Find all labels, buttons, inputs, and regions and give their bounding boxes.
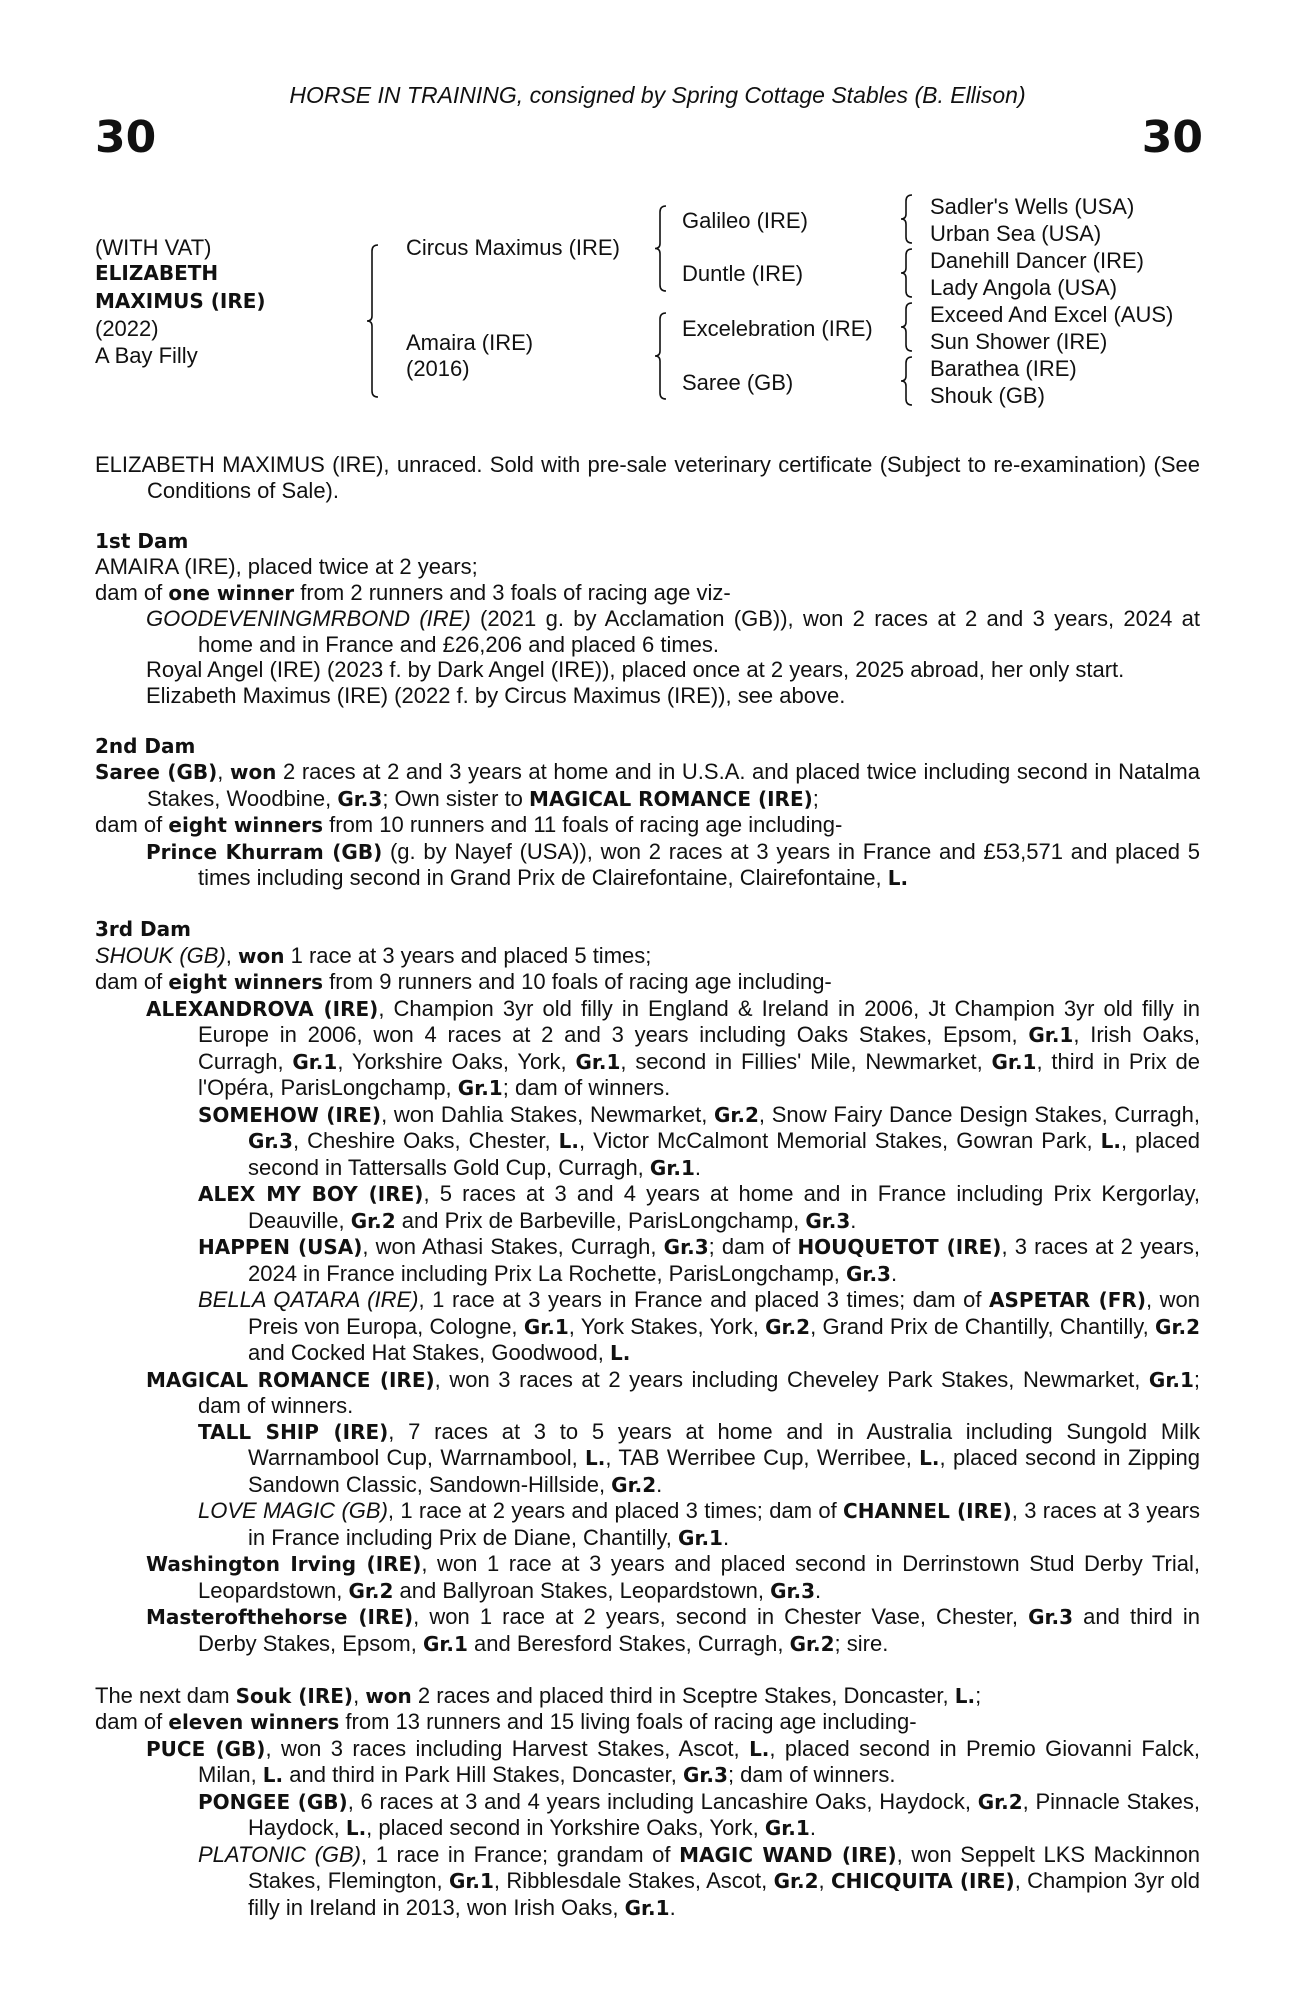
- bold-text: Gr.2: [765, 1314, 811, 1339]
- bold-text: Gr.1: [649, 1155, 695, 1180]
- grandparent: Saree (GB): [682, 370, 794, 395]
- text: , 6 races at 3 and 4 years including Lancashire Oaks, Haydock,: [347, 1788, 978, 1814]
- text: , Victor McCalmont Memorial Stakes, Gowran Park,: [579, 1128, 1101, 1153]
- great-grandparent: Lady Angola (USA): [930, 275, 1118, 300]
- bold-text: TALL SHIP (IRE): [198, 1419, 389, 1444]
- pedigree-notes: [95, 452, 1200, 1947]
- text: , won Seppelt LKS Mackinnon Stakes, Flemington,: [248, 1841, 1201, 1893]
- pedigree-entry: [95, 683, 1200, 709]
- bold-text: MAGICAL ROMANCE (IRE): [146, 1367, 435, 1392]
- text: dam of: [95, 579, 169, 605]
- italic-text: BELLA QATARA (IRE): [198, 1287, 419, 1312]
- bold-text: Gr.2: [1155, 1314, 1200, 1339]
- text: and Ballyroan Stakes, Leopardstown,: [393, 1577, 771, 1603]
- bold-text: Gr.1: [624, 1895, 670, 1920]
- text: , won 1 race at 2 years, second in Chester Vase, Chester,: [413, 1604, 1029, 1629]
- brace-icon: [654, 312, 668, 400]
- bold-text: HAPPEN (USA): [198, 1235, 363, 1259]
- pedigree-entry: [95, 1604, 1200, 1657]
- bold-text: Gr.2: [350, 1208, 396, 1233]
- bold-text: Gr.2: [773, 1869, 819, 1893]
- great-grandparent: Sun Shower (IRE): [930, 329, 1108, 354]
- dam-year: (2016): [406, 356, 470, 381]
- text: dam of: [95, 812, 169, 837]
- text: , 3 races at 3 years in France including Prix de Diane, Chantilly,: [248, 1498, 1200, 1550]
- text: ; dam of winners.: [727, 1762, 896, 1787]
- text: , won 3 races including Harvest Stakes, Ascot,: [265, 1735, 750, 1761]
- bold-text: L.: [262, 1763, 284, 1787]
- text: .: [656, 1471, 663, 1497]
- text: , Champion 3yr old filly in Ireland in 2013, won Irish Oaks,: [248, 1868, 1200, 1920]
- text: and Beresford Stakes, Curragh,: [467, 1630, 790, 1656]
- pedigree-entry: [95, 759, 1200, 812]
- text: , won 3 races at 2 years including Cheveley Park Stakes, Newmarket,: [434, 1366, 1149, 1392]
- text: from 9 runners and 10 foals of racing age including-: [323, 969, 832, 994]
- bold-text: Gr.3: [337, 786, 383, 811]
- text: , Champion 3yr old filly in England & Ireland in 2006, Jt Champion 3yr old filly in Europe in 2006, won 4 races at 2 and 3 years including Oaks Stakes, Epsom,: [198, 995, 1200, 1047]
- bold-text: L.: [919, 1446, 940, 1470]
- bold-text: CHICQUITA (IRE): [830, 1869, 1015, 1893]
- text: .: [722, 1524, 730, 1550]
- bold-text: Gr.1: [764, 1816, 810, 1840]
- bold-text: Gr.2: [348, 1578, 394, 1603]
- brace-icon: [900, 302, 914, 352]
- bold-text: Gr.3: [846, 1261, 891, 1286]
- section-heading: 1st Dam: [95, 528, 189, 553]
- text: .: [850, 1207, 857, 1233]
- great-grandparent: Shouk (GB): [930, 383, 1045, 408]
- text: 2 races at 2 and 3 years at home and in U.S.A. and placed twice including second in Natalma Stakes, Woodbine,: [147, 759, 1200, 811]
- pedigree-section: [95, 452, 1200, 503]
- grandparent: Galileo (IRE): [682, 208, 808, 233]
- brace-icon: [900, 356, 914, 406]
- text: ; dam of winners.: [198, 1366, 1200, 1418]
- bold-text: Gr.3: [805, 1208, 851, 1233]
- foaling-year: (2022): [95, 316, 159, 341]
- brace-icon: [900, 194, 914, 244]
- bold-text: Gr.1: [1028, 1023, 1074, 1047]
- text: ,: [818, 1868, 831, 1893]
- text: 1 race at 3 years and placed 5 times;: [284, 942, 652, 968]
- lot-number-left: 30: [95, 112, 157, 163]
- section-heading: 3rd Dam: [95, 917, 191, 941]
- text: .: [890, 1260, 898, 1286]
- sire: Circus Maximus (IRE): [406, 235, 620, 260]
- text: (2021 g. by Acclamation (GB)), won 2 races at 2 and 3 years, 2024 at home and in France and £26,206 and placed 6 times.: [198, 606, 1200, 657]
- text: , placed second in Tattersalls Gold Cup, Curragh,: [248, 1128, 1200, 1180]
- pedigree-section: [95, 734, 1200, 892]
- text: and third in Park Hill Stakes, Doncaster,: [283, 1762, 683, 1787]
- text: from 13 runners and 15 living foals of racing age including-: [339, 1709, 917, 1734]
- text: ; dam of winners.: [502, 1075, 671, 1100]
- great-grandparent: Sadler's Wells (USA): [930, 194, 1135, 219]
- bold-text: L.: [345, 1816, 367, 1840]
- text: , 1 race at 2 years and placed 3 times; dam of: [387, 1498, 844, 1523]
- pedigree-section: [95, 1683, 1200, 1922]
- bold-text: Masterofthehorse (IRE): [146, 1605, 414, 1629]
- text: ;: [812, 785, 819, 811]
- bold-text: ASPETAR (FR): [989, 1288, 1146, 1312]
- text: , placed second in Premio Giovanni Falck, Milan,: [198, 1735, 1200, 1787]
- text: , placed second in Yorkshire Oaks, York,: [366, 1815, 765, 1840]
- bold-text: MAGICAL ROMANCE (IRE): [529, 786, 813, 811]
- text: , Yorkshire Oaks, York,: [337, 1048, 576, 1074]
- pedigree-entry: [95, 1498, 1200, 1551]
- text: , Irish Oaks, Curragh,: [198, 1022, 1200, 1074]
- bold-text: PUCE (GB): [146, 1736, 266, 1761]
- text: , won Dahlia Stakes, Newmarket,: [381, 1101, 714, 1127]
- pedigree-entry: [95, 1789, 1200, 1842]
- great-grandparent: Urban Sea (USA): [930, 221, 1102, 246]
- pedigree-entry: [95, 1234, 1200, 1287]
- text: .: [669, 1894, 676, 1920]
- pedigree-entry: [95, 839, 1200, 892]
- bold-text: Washington Irving (IRE): [146, 1552, 422, 1576]
- bold-text: Gr.2: [611, 1472, 657, 1497]
- pedigree-entry: [95, 452, 1200, 503]
- great-grandparent: Barathea (IRE): [930, 356, 1077, 381]
- text: , second in Fillies' Mile, Newmarket,: [620, 1048, 992, 1074]
- bold-text: MAGIC WAND (IRE): [679, 1842, 897, 1867]
- text: ,: [353, 1682, 366, 1708]
- bold-text: Souk (IRE): [235, 1683, 354, 1708]
- brace-icon: [366, 244, 380, 398]
- text: , won Preis von Europa, Cologne,: [248, 1287, 1200, 1339]
- text: and Prix de Barbeville, ParisLongchamp,: [395, 1207, 806, 1233]
- text: .: [809, 1815, 816, 1840]
- pedigree-section: [95, 917, 1200, 1657]
- bold-text: eight winners: [168, 970, 324, 994]
- horse-name-line1: ELIZABETH: [95, 261, 219, 285]
- bold-text: eleven winners: [168, 1710, 340, 1734]
- text: ,: [225, 942, 239, 968]
- text: 2 races and placed third in Sceptre Stakes, Doncaster,: [411, 1682, 955, 1708]
- text: , Grand Prix de Chantilly, Chantilly,: [810, 1313, 1156, 1339]
- text: and third in Derby Stakes, Epsom,: [198, 1604, 1200, 1656]
- bold-text: Gr.1: [1148, 1367, 1194, 1392]
- text: ; Own sister to: [382, 785, 530, 811]
- bold-text: Gr.2: [977, 1789, 1023, 1814]
- text: ; sire.: [834, 1630, 889, 1656]
- grandparent: Excelebration (IRE): [682, 316, 873, 341]
- bold-text: won: [365, 1683, 412, 1708]
- italic-text: SHOUK (GB): [95, 942, 226, 968]
- text: ; dam of: [708, 1234, 798, 1259]
- dam: Amaira (IRE): [406, 330, 534, 355]
- pedigree-entry: [95, 1709, 1200, 1736]
- horse-name-line2: MAXIMUS (IRE): [95, 289, 266, 313]
- text: Royal Angel (IRE) (2023 f. by Dark Angel (IRE)), placed once at 2 years, 2025 abroad, her only start.: [146, 657, 1125, 682]
- pedigree-entry: [95, 1736, 1200, 1789]
- pedigree-entry: [95, 1419, 1200, 1499]
- pedigree-entry: [95, 812, 1200, 839]
- pedigree-entry: [95, 657, 1200, 683]
- bold-text: SOMEHOW (IRE): [198, 1102, 382, 1127]
- pedigree-entry: [95, 1287, 1200, 1367]
- bold-text: Gr.3: [683, 1763, 728, 1787]
- bold-text: Gr.3: [248, 1129, 293, 1153]
- bold-text: Gr.1: [448, 1869, 494, 1893]
- great-grandparent: Exceed And Excel (AUS): [930, 302, 1174, 327]
- bold-text: L.: [749, 1736, 770, 1761]
- text: and Cocked Hat Stakes, Goodwood,: [248, 1340, 610, 1365]
- text: dam of: [95, 1709, 169, 1734]
- text: , Cheshire Oaks, Chester,: [292, 1128, 559, 1153]
- italic-text: PLATONIC (GB): [198, 1841, 362, 1867]
- bold-text: ALEX MY BOY (IRE): [198, 1182, 424, 1206]
- text: AMAIRA (IRE), placed twice at 2 years;: [95, 554, 478, 579]
- bold-text: PONGEE (GB): [198, 1789, 348, 1814]
- bold-text: Gr.2: [713, 1102, 759, 1127]
- text: , Snow Fairy Dance Design Stakes, Curragh,: [758, 1101, 1200, 1127]
- text: , Pinnacle Stakes, Haydock,: [248, 1788, 1200, 1840]
- text: , 1 race at 3 years in France and placed 3 times; dam of: [418, 1287, 990, 1312]
- pedigree-entry: [95, 1181, 1200, 1234]
- brace-icon: [654, 205, 668, 292]
- text: , won Athasi Stakes, Curragh,: [362, 1234, 664, 1259]
- text: ,: [217, 759, 230, 784]
- bold-text: Gr.1: [991, 1049, 1037, 1074]
- text: from 2 runners and 3 foals of racing age viz-: [294, 579, 731, 605]
- bold-text: one winner: [168, 580, 295, 605]
- text: .: [815, 1577, 822, 1603]
- bold-text: Gr.1: [292, 1049, 338, 1074]
- text: ;: [975, 1682, 982, 1708]
- brace-icon: [900, 248, 914, 298]
- bold-text: ALEXANDROVA (IRE): [146, 996, 379, 1021]
- text: , placed second in Zipping Sandown Classic, Sandown-Hillside,: [248, 1445, 1200, 1497]
- lot-number-right: 30: [1141, 112, 1203, 163]
- bold-text: HOUQUETOT (IRE): [797, 1235, 1002, 1259]
- text: , 3 races at 2 years, 2024 in France including Prix La Rochette, ParisLongchamp,: [248, 1234, 1200, 1286]
- grandparent: Duntle (IRE): [682, 261, 804, 286]
- pedigree-entry: [95, 943, 1200, 970]
- page-header-title: HORSE IN TRAINING, consigned by Spring Cottage Stables (B. Ellison): [289, 82, 1026, 108]
- bold-text: Gr.1: [575, 1049, 621, 1074]
- pedigree-entry: [95, 969, 1200, 996]
- bold-text: Gr.1: [457, 1076, 503, 1100]
- pedigree-entry: [95, 1367, 1200, 1419]
- bold-text: Gr.1: [678, 1525, 723, 1550]
- text: , Ribblesdale Stakes, Ascot,: [493, 1868, 774, 1893]
- text: (g. by Nayef (USA)), won 2 races at 3 years in France and £53,571 and placed 5 times including second in Grand Prix de Clairefontaine, Clairefontaine,: [198, 838, 1200, 890]
- text: , 7 races at 3 to 5 years at home and in Australia including Sungold Milk Warrnambool Cup, Warrnambool,: [248, 1418, 1200, 1470]
- bold-text: Gr.1: [523, 1314, 569, 1339]
- bold-text: L.: [954, 1683, 976, 1708]
- pedigree-entry: [95, 1102, 1200, 1182]
- bold-text: CHANNEL (IRE): [843, 1499, 1012, 1523]
- bold-text: L.: [1100, 1129, 1122, 1153]
- bold-text: Gr.2: [789, 1631, 835, 1656]
- pedigree-entry: [95, 1683, 1200, 1710]
- text: , 1 race in France; grandam of: [361, 1841, 680, 1867]
- bold-text: eight winners: [168, 813, 324, 837]
- text: , York Stakes, York,: [568, 1313, 766, 1339]
- text: dam of: [95, 969, 169, 994]
- pedigree-entry: [95, 554, 1200, 580]
- pedigree-entry: [95, 996, 1200, 1102]
- section-heading: 2nd Dam: [95, 733, 196, 758]
- bold-text: L.: [610, 1341, 631, 1365]
- vat-label: (WITH VAT): [95, 235, 212, 260]
- text: The next dam: [95, 1682, 236, 1708]
- text: ELIZABETH MAXIMUS (IRE), unraced. Sold with pre-sale veterinary certificate (Subject to re-examination) (See Conditions of Sale).: [95, 452, 1200, 503]
- text: , won 1 race at 3 years and placed second in Derrinstown Stud Derby Trial, Leopardstown,: [198, 1551, 1200, 1603]
- pedigree-entry: [95, 1842, 1200, 1922]
- pedigree-entry: [95, 1551, 1200, 1604]
- text: Elizabeth Maximus (IRE) (2022 f. by Circus Maximus (IRE)), see above.: [146, 682, 846, 708]
- pedigree-section: [95, 529, 1200, 709]
- bold-text: Saree (GB): [95, 760, 218, 784]
- bold-text: L.: [558, 1129, 579, 1153]
- italic-text: LOVE MAGIC (GB): [198, 1498, 388, 1523]
- text: from 10 runners and 11 foals of racing age including-: [323, 812, 843, 837]
- pedigree-entry: [95, 606, 1200, 657]
- great-grandparent: Danehill Dancer (IRE): [930, 248, 1144, 273]
- text: , third in Prix de l'Opéra, ParisLongchamp,: [198, 1048, 1200, 1100]
- pedigree-entry: [95, 580, 1200, 607]
- bold-text: Gr.1: [422, 1631, 468, 1656]
- text: .: [694, 1154, 701, 1180]
- horse-description: A Bay Filly: [95, 343, 198, 368]
- italic-text: GOODEVENINGMRBOND (IRE): [146, 606, 471, 631]
- text: , 5 races at 3 and 4 years at home and in France including Prix Kergorlay, Deauville,: [248, 1181, 1200, 1233]
- bold-text: Gr.3: [663, 1235, 709, 1259]
- bold-text: won: [238, 943, 285, 968]
- text: , TAB Werribee Cup, Werribee,: [605, 1445, 920, 1470]
- bold-text: Prince Khurram (GB): [146, 839, 383, 864]
- bold-text: L.: [585, 1446, 606, 1470]
- bold-text: L.: [887, 866, 909, 890]
- bold-text: Gr.3: [1028, 1605, 1074, 1629]
- bold-text: Gr.3: [770, 1578, 816, 1603]
- bold-text: won: [229, 760, 277, 784]
